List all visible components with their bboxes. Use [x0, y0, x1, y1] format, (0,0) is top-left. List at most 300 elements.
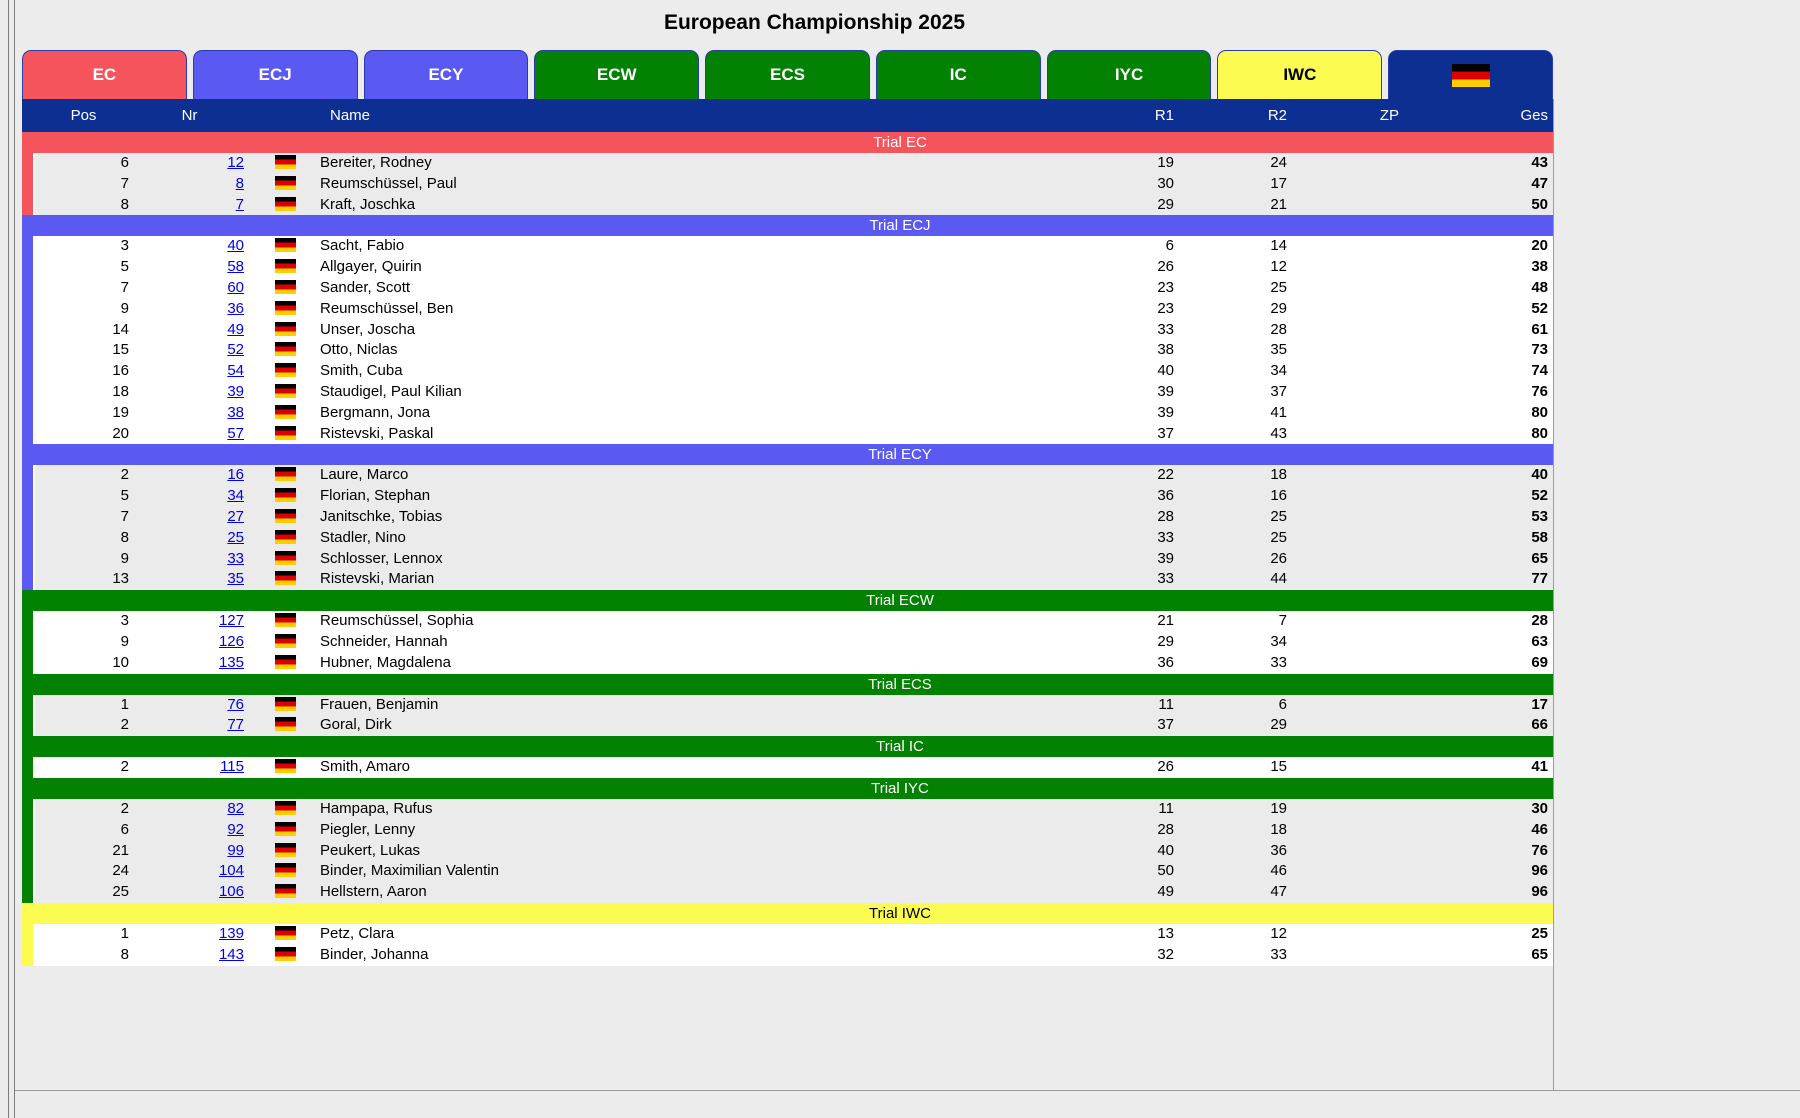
cell-nr: [132, 653, 247, 674]
cell-ges: 73: [1531, 341, 1548, 359]
cell-name: Laure, Marco: [320, 466, 409, 484]
german-flag-icon: [275, 697, 296, 711]
cell-ges: 65: [1531, 549, 1548, 567]
tab-ecs-label: ECS: [770, 65, 805, 84]
competitor-number-link[interactable]: 16: [227, 466, 244, 484]
competitor-number-link[interactable]: 38: [227, 403, 244, 421]
frame-border-left-inner: [14, 0, 15, 1118]
cell-r1: 33: [1157, 320, 1174, 338]
cell-r1: 29: [1157, 195, 1174, 213]
cell-ges: 74: [1531, 362, 1548, 380]
cell-r2: 17: [1270, 174, 1287, 192]
section-rows: [33, 465, 1553, 590]
tab-ecs[interactable]: [705, 50, 870, 99]
frame-border-left-outer: [8, 0, 9, 1118]
cell-ges: 43: [1531, 154, 1548, 171]
table-row: [35, 757, 1553, 778]
competitor-number-link[interactable]: 127: [218, 612, 244, 630]
german-flag-icon: [275, 363, 296, 377]
cell-ges: 80: [1531, 424, 1548, 442]
cell-zp: [1291, 424, 1403, 445]
tab-ecy-label: ECY: [428, 65, 464, 84]
table-row: [35, 632, 1553, 653]
tab-national-germany[interactable]: [1388, 50, 1553, 99]
competitor-number-link[interactable]: 35: [227, 570, 244, 588]
tab-iwc[interactable]: [1217, 50, 1382, 99]
cell-flag: [247, 257, 320, 278]
competitor-number-link[interactable]: 8: [235, 174, 244, 192]
cell-zp: [1291, 611, 1403, 632]
tab-ec[interactable]: [22, 50, 187, 99]
german-flag-icon: [275, 467, 296, 481]
competitor-number-link[interactable]: 99: [227, 841, 244, 859]
cell-nr: [132, 507, 247, 528]
cell-r2: 34: [1270, 362, 1287, 380]
cell-r1: 33: [1157, 570, 1174, 588]
tab-iyc[interactable]: [1047, 50, 1212, 99]
table-row: [35, 403, 1553, 424]
cell-nr: [132, 757, 247, 778]
cell-name: Sacht, Fabio: [320, 237, 405, 255]
table-row: [35, 153, 1553, 174]
german-flag-icon: [275, 384, 296, 398]
cell-name: Allgayer, Quirin: [320, 258, 422, 276]
table-row: [35, 695, 1553, 716]
table-row: [35, 861, 1553, 882]
cell-nr: [132, 195, 247, 216]
cell-r1: 37: [1157, 716, 1174, 734]
cell-r2: 34: [1270, 632, 1287, 650]
cell-ges: 50: [1531, 195, 1548, 213]
cell-flag: [247, 507, 320, 528]
cell-ges: 52: [1531, 487, 1548, 505]
cell-pos: 18: [112, 382, 129, 400]
cell-zp: [1291, 340, 1403, 361]
cell-r1: 30: [1157, 174, 1174, 192]
cell-pos: 21: [112, 841, 129, 859]
cell-r1: 29: [1157, 632, 1174, 650]
cell-zp: [1291, 549, 1403, 570]
table-row: [35, 569, 1553, 590]
cell-ges: 53: [1531, 507, 1548, 525]
cell-nr: [132, 924, 247, 945]
cell-ges: 80: [1531, 403, 1548, 421]
tab-ecw[interactable]: [534, 50, 699, 99]
cell-nr: [132, 945, 247, 966]
cell-r1: 28: [1157, 820, 1174, 838]
cell-ges: 28: [1531, 612, 1548, 630]
competitor-number-link[interactable]: 34: [227, 487, 244, 505]
cell-name: Piegler, Lenny: [320, 820, 416, 838]
cell-pos: 9: [120, 549, 129, 567]
cell-name: Otto, Niclas: [320, 341, 398, 359]
german-flag-icon: [275, 947, 296, 961]
competitor-number-link[interactable]: 27: [227, 507, 244, 525]
section-band-label: Trial EC: [33, 132, 1553, 153]
german-flag-icon: [275, 759, 296, 773]
cell-r2: 46: [1270, 862, 1287, 880]
table-row: [35, 299, 1553, 320]
cell-zp: [1291, 195, 1403, 216]
cell-r1: 23: [1157, 299, 1174, 317]
section-rows: [33, 695, 1553, 737]
cell-r2: 24: [1270, 154, 1287, 171]
cell-ges: 61: [1531, 320, 1548, 338]
competitor-number-link[interactable]: 39: [227, 382, 244, 400]
table-header-row: [22, 99, 1553, 132]
cell-name: Sander, Scott: [320, 278, 411, 296]
section-band-label: Trial ECJ: [33, 215, 1553, 236]
cell-ges: 63: [1531, 632, 1548, 650]
cell-r2: 29: [1270, 716, 1287, 734]
cell-r1: 13: [1157, 924, 1174, 942]
table-row: [35, 945, 1553, 966]
cell-name: Hampapa, Rufus: [320, 799, 433, 817]
section-trial-ecs: [22, 674, 1553, 737]
competitor-number-link[interactable]: 76: [227, 695, 244, 713]
cell-ges: 76: [1531, 382, 1548, 400]
cell-name: Frauen, Benjamin: [320, 695, 439, 713]
cell-name: Florian, Stephan: [320, 487, 431, 505]
competitor-number-link[interactable]: 126: [218, 632, 244, 650]
german-flag-icon: [275, 551, 296, 565]
cell-r1: 40: [1157, 362, 1174, 380]
table-sections: [22, 132, 1553, 966]
cell-name: Bereiter, Rodney: [320, 154, 432, 171]
table-row: [35, 174, 1553, 195]
cell-nr: [132, 340, 247, 361]
cell-r2: 21: [1270, 195, 1287, 213]
competitor-number-link[interactable]: 49: [227, 320, 244, 338]
cell-nr: [132, 799, 247, 820]
cell-nr: [132, 361, 247, 382]
cell-nr: [132, 569, 247, 590]
cell-r2: 36: [1270, 841, 1287, 859]
cell-flag: [247, 382, 320, 403]
cell-zp: [1291, 945, 1403, 966]
german-flag-icon: [275, 197, 296, 211]
cell-r1: 39: [1157, 403, 1174, 421]
cell-r1: 11: [1158, 799, 1174, 817]
competitor-number-link[interactable]: 139: [218, 924, 244, 942]
cell-r1: 39: [1157, 549, 1174, 567]
cell-pos: 8: [120, 945, 129, 963]
cell-r2: 7: [1278, 612, 1287, 630]
cell-flag: [247, 799, 320, 820]
german-flag-icon: [275, 530, 296, 544]
section-trial-ic: [22, 736, 1553, 778]
table-row: [35, 882, 1553, 903]
table-row: [35, 549, 1553, 570]
cell-zp: [1291, 174, 1403, 195]
competitor-number-link[interactable]: 135: [218, 653, 244, 671]
cell-pos: 10: [112, 653, 129, 671]
cell-flag: [247, 861, 320, 882]
section-trial-ecy: [22, 444, 1553, 590]
table-row: [35, 715, 1553, 736]
competitor-number-link[interactable]: 57: [227, 424, 244, 442]
cell-flag: [247, 195, 320, 216]
cell-r2: 19: [1270, 799, 1287, 817]
competitor-number-link[interactable]: 52: [227, 341, 244, 359]
column-header-name: Name: [330, 107, 371, 124]
cell-r2: 47: [1270, 883, 1287, 901]
competitor-number-link[interactable]: 40: [227, 237, 244, 255]
cell-zp: [1291, 486, 1403, 507]
cell-ges: 58: [1531, 528, 1548, 546]
cell-flag: [247, 945, 320, 966]
cell-name: Unser, Joscha: [320, 320, 416, 338]
table-row: [35, 382, 1553, 403]
cell-r2: 6: [1278, 695, 1287, 713]
cell-ges: 20: [1531, 237, 1548, 255]
table-row: [35, 236, 1553, 257]
cell-r2: 44: [1270, 570, 1287, 588]
cell-pos: 1: [120, 924, 129, 942]
cell-r1: 37: [1157, 424, 1174, 442]
frame-border-bottom: [15, 1090, 1800, 1091]
cell-flag: [247, 486, 320, 507]
cell-r2: 12: [1270, 924, 1287, 942]
cell-zp: [1291, 569, 1403, 590]
cell-ges: 96: [1531, 883, 1548, 901]
cell-nr: [132, 320, 247, 341]
cell-name: Schneider, Hannah: [320, 632, 448, 650]
cell-r2: 25: [1270, 528, 1287, 546]
tab-ic[interactable]: [876, 50, 1041, 99]
cell-zp: [1291, 820, 1403, 841]
column-header-zp: ZP: [1379, 107, 1399, 124]
cell-zp: [1291, 715, 1403, 736]
cell-nr: [132, 382, 247, 403]
cell-r1: 26: [1157, 758, 1174, 776]
table-row: [35, 340, 1553, 361]
cell-flag: [247, 695, 320, 716]
section-band-label: Trial IWC: [33, 903, 1553, 924]
cell-zp: [1291, 257, 1403, 278]
competitor-number-link[interactable]: 54: [227, 362, 244, 380]
cell-flag: [247, 841, 320, 862]
cell-zp: [1291, 695, 1403, 716]
cell-r1: 38: [1157, 341, 1174, 359]
table-row: [35, 320, 1553, 341]
cell-pos: 9: [120, 299, 129, 317]
cell-name: Smith, Amaro: [320, 758, 411, 776]
cell-zp: [1291, 841, 1403, 862]
table-row: [35, 361, 1553, 382]
cell-flag: [247, 299, 320, 320]
cell-ges: 76: [1531, 841, 1548, 859]
cell-flag: [247, 924, 320, 945]
section-band-label: Trial ECS: [33, 674, 1553, 695]
cell-flag: [247, 153, 320, 174]
cell-nr: [132, 465, 247, 486]
tab-ec-label: EC: [92, 65, 117, 84]
competitor-number-link[interactable]: 36: [227, 299, 244, 317]
cell-zp: [1291, 361, 1403, 382]
table-row: [35, 257, 1553, 278]
cell-pos: 5: [120, 258, 129, 276]
cell-zp: [1291, 236, 1403, 257]
german-flag-icon: [275, 259, 296, 273]
cell-name: Ristevski, Paskal: [320, 424, 434, 442]
section-band-label: Trial IYC: [33, 778, 1553, 799]
cell-nr: [132, 424, 247, 445]
german-flag-icon: [275, 342, 296, 356]
cell-flag: [247, 424, 320, 445]
competitor-number-link[interactable]: 92: [227, 820, 244, 838]
cell-r2: 33: [1270, 653, 1287, 671]
tab-iyc-label: IYC: [1114, 65, 1144, 84]
competitor-number-link[interactable]: 143: [218, 945, 244, 963]
cell-name: Petz, Clara: [320, 924, 395, 942]
cell-name: Reumschüssel, Ben: [320, 299, 454, 317]
cell-r1: 50: [1157, 862, 1174, 880]
cell-r2: 14: [1270, 237, 1287, 255]
cell-name: Staudigel, Paul Kilian: [320, 382, 462, 400]
cell-r1: 36: [1157, 653, 1174, 671]
table-row: [35, 611, 1553, 632]
cell-pos: 1: [120, 695, 129, 713]
competitor-number-link[interactable]: 77: [227, 716, 244, 734]
german-flag-icon: [275, 926, 296, 940]
german-flag-icon: [275, 655, 296, 669]
german-flag-icon: [275, 509, 296, 523]
cell-ges: 52: [1531, 299, 1548, 317]
cell-zp: [1291, 507, 1403, 528]
cell-pos: 6: [120, 154, 129, 171]
column-header-r2: R2: [1267, 107, 1287, 124]
german-flag-icon: [275, 571, 296, 585]
cell-nr: [132, 549, 247, 570]
table-row: [35, 507, 1553, 528]
competitor-number-link[interactable]: 106: [218, 883, 244, 901]
competitor-number-link[interactable]: 25: [227, 528, 244, 546]
cell-zp: [1291, 757, 1403, 778]
german-flag-icon: [275, 280, 296, 294]
cell-ges: 65: [1531, 945, 1548, 963]
competitor-number-link[interactable]: 104: [218, 862, 244, 880]
cell-flag: [247, 403, 320, 424]
cell-flag: [247, 820, 320, 841]
cell-zp: [1291, 632, 1403, 653]
cell-nr: [132, 257, 247, 278]
german-flag-icon: [275, 301, 296, 315]
cell-r2: 41: [1270, 403, 1287, 421]
cell-flag: [247, 882, 320, 903]
cell-ges: 40: [1531, 466, 1548, 484]
cell-flag: [247, 361, 320, 382]
table-row: [35, 486, 1553, 507]
german-flag-icon: [275, 884, 296, 898]
cell-r1: 40: [1157, 841, 1174, 859]
cell-pos: 20: [112, 424, 129, 442]
section-rows: [33, 757, 1553, 778]
column-header-nr: Nr: [181, 107, 198, 124]
cell-nr: [132, 236, 247, 257]
competitor-number-link[interactable]: 115: [220, 758, 244, 776]
cell-r1: 11: [1158, 695, 1174, 713]
cell-zp: [1291, 403, 1403, 424]
cell-ges: 77: [1531, 570, 1548, 588]
cell-nr: [132, 841, 247, 862]
cell-r1: 36: [1157, 487, 1174, 505]
cell-name: Binder, Johanna: [320, 945, 429, 963]
cell-name: Bergmann, Jona: [320, 403, 431, 421]
cell-zp: [1291, 153, 1403, 174]
cell-zp: [1291, 882, 1403, 903]
cell-zp: [1291, 528, 1403, 549]
cell-name: Goral, Dirk: [320, 716, 392, 734]
competitor-number-link[interactable]: 82: [227, 799, 244, 817]
cell-r2: 12: [1270, 258, 1287, 276]
cell-pos: 2: [120, 758, 129, 776]
column-header-r1: R1: [1154, 107, 1174, 124]
cell-r1: 39: [1157, 382, 1174, 400]
german-flag-icon: [275, 322, 296, 336]
cell-pos: 3: [120, 237, 129, 255]
cell-nr: [132, 153, 247, 174]
german-flag-icon: [275, 176, 296, 190]
cell-name: Hubner, Magdalena: [320, 653, 451, 671]
cell-r2: 37: [1270, 382, 1287, 400]
german-flag-icon: [275, 843, 296, 857]
cell-r2: 35: [1270, 341, 1287, 359]
cell-pos: 7: [120, 278, 129, 296]
cell-r1: 21: [1157, 612, 1174, 630]
cell-nr: [132, 632, 247, 653]
cell-pos: 16: [112, 362, 129, 380]
cell-r1: 32: [1157, 945, 1174, 963]
category-tabs: [22, 50, 1553, 99]
cell-r2: 26: [1270, 549, 1287, 567]
cell-ges: 38: [1531, 258, 1548, 276]
cell-name: Hellstern, Aaron: [320, 883, 427, 901]
cell-name: Reumschüssel, Sophia: [320, 612, 474, 630]
cell-ges: 96: [1531, 862, 1548, 880]
cell-flag: [247, 174, 320, 195]
competitor-number-link[interactable]: 33: [227, 549, 244, 567]
cell-zp: [1291, 924, 1403, 945]
cell-zp: [1291, 299, 1403, 320]
german-flag-icon: [275, 613, 296, 627]
cell-ges: 46: [1531, 820, 1548, 838]
cell-zp: [1291, 320, 1403, 341]
competitor-number-link[interactable]: 58: [227, 258, 244, 276]
section-trial-iyc: [22, 778, 1553, 903]
cell-flag: [247, 611, 320, 632]
cell-pos: 7: [120, 174, 129, 192]
cell-ges: 25: [1531, 924, 1548, 942]
cell-pos: 24: [112, 862, 129, 880]
cell-nr: [132, 278, 247, 299]
cell-zp: [1291, 465, 1403, 486]
competitor-number-link[interactable]: 12: [227, 154, 244, 171]
competitor-number-link[interactable]: 60: [227, 278, 244, 296]
cell-pos: 19: [112, 403, 129, 421]
cell-flag: [247, 569, 320, 590]
german-flag-icon: [275, 405, 296, 419]
cell-r1: 23: [1157, 278, 1174, 296]
section-rows: [33, 153, 1553, 215]
competitor-number-link[interactable]: 7: [235, 195, 244, 213]
tab-ecy[interactable]: [364, 50, 529, 99]
table-row: [35, 924, 1553, 945]
cell-r2: 18: [1270, 466, 1287, 484]
cell-name: Kraft, Joschka: [320, 195, 416, 213]
cell-zp: [1291, 799, 1403, 820]
tab-ecj[interactable]: [193, 50, 358, 99]
